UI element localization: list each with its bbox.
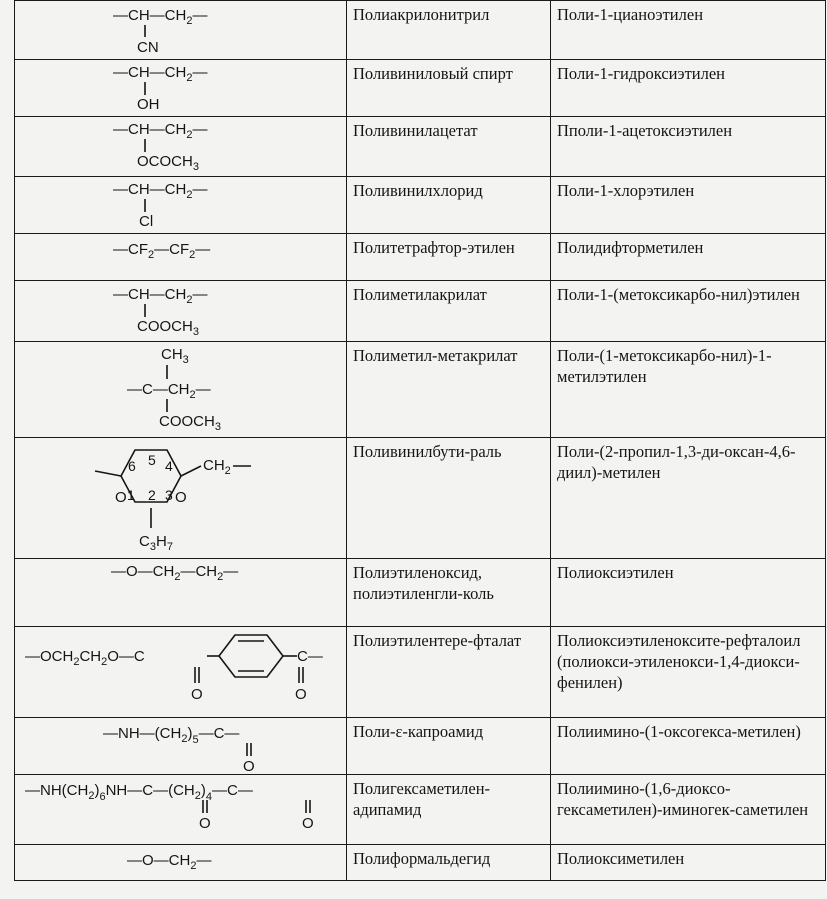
trivial-name: Полиметил-метакрилат [347, 342, 551, 438]
structure-formula [15, 60, 347, 117]
systematic-name: Полидифторметилен [551, 234, 826, 281]
svg-text:Cl: Cl [139, 213, 154, 230]
table-row [15, 438, 826, 559]
svg-text:4: 4 [165, 458, 173, 474]
svg-text:—CH—CH2—: $—CH—CH_2—$ [113, 64, 208, 84]
svg-text:O: O [175, 489, 187, 506]
table-row [15, 234, 826, 281]
systematic-name: Полиоксиэтиленоксите-рефталоил (полиокси-этиленокси-1,4-диокси-фенилен) [551, 627, 826, 718]
systematic-name: Пполи-1-ацетоксиэтилен [551, 117, 826, 177]
trivial-name: Поливинилхлорид [347, 177, 551, 234]
trivial-name: Полиакрилонитрил [347, 1, 551, 60]
structure-formula [15, 775, 347, 845]
structure-formula [15, 342, 347, 438]
svg-text:O: O [199, 815, 211, 832]
svg-text:C3H7: $C_3H_7$ [139, 533, 173, 553]
svg-text:5: 5 [148, 452, 156, 468]
svg-text:—NH—(CH2)5—C—: $—NH—(CH_2)_5—C—$ [103, 725, 240, 746]
svg-text:C—: C— [297, 648, 323, 665]
table-row [15, 845, 826, 881]
svg-text:CN: CN [137, 39, 159, 56]
svg-text:OH: OH [137, 96, 160, 113]
table-row [15, 718, 826, 775]
structure-formula [15, 718, 347, 775]
svg-text:6: 6 [128, 458, 136, 474]
trivial-name: Полиэтиленоксид, полиэтиленгли-коль [347, 559, 551, 627]
systematic-name: Полиимино-(1,6-диоксо-гексаметилен)-иминогек-саметилен [551, 775, 826, 845]
structure-formula [15, 1, 347, 60]
trivial-name: Поливиниловый спирт [347, 60, 551, 117]
svg-text:O: O [115, 489, 127, 506]
svg-text:OCOCH3: $OCOCH_3$ [137, 153, 199, 173]
svg-text:O: O [295, 686, 307, 703]
table-row [15, 177, 826, 234]
trivial-name: Поливинилбути-раль [347, 438, 551, 559]
svg-text:COOCH3: $COOCH_3$ [137, 318, 199, 338]
polymer-table [14, 0, 826, 881]
svg-text:O: O [191, 686, 203, 703]
svg-text:—OCH2CH2O—C: $—OCH_2CH_2O—C$ [25, 648, 145, 668]
trivial-name: Полиформальдегид [347, 845, 551, 881]
svg-text:1: 1 [127, 487, 135, 503]
svg-text:—CF2—CF2—: $—CF_2—CF_2—$ [113, 241, 211, 261]
svg-text:—NH(CH2)6NH—C—(CH2)4—C—: $—NH(CH_2)_6NH—C—(CH_2)_4—C—$ [25, 782, 253, 803]
structure-formula [15, 438, 347, 559]
table-row [15, 1, 826, 60]
trivial-name: Поливинилацетат [347, 117, 551, 177]
svg-text:O: O [243, 758, 255, 774]
structure-formula [15, 845, 347, 881]
systematic-name: Поли-(1-метоксикарбо-нил)-1-метилэтилен [551, 342, 826, 438]
structure-formula [15, 234, 347, 281]
svg-text:COOCH3: $COOCH_3$ [159, 413, 221, 433]
svg-text:—C—CH2—: $—C—CH_2—$ [127, 381, 211, 401]
trivial-name: Политетрафтор-этилен [347, 234, 551, 281]
svg-text:CH3: $CH_3$ [161, 346, 189, 366]
svg-text:—CH—CH2—: $—CH—CH_2—$ [113, 121, 208, 141]
systematic-name: Поли-1-цианоэтилен [551, 1, 826, 60]
trivial-name: Полиметилакрилат [347, 281, 551, 342]
systematic-name: Поли-1-(метоксикарбо-нил)этилен [551, 281, 826, 342]
svg-text:O: O [302, 815, 314, 832]
table-row [15, 281, 826, 342]
trivial-name: Поли-ε-капроамид [347, 718, 551, 775]
structure-formula [15, 559, 347, 627]
trivial-name: Полиэтилентере-фталат [347, 627, 551, 718]
systematic-name: Полиоксиэтилен [551, 559, 826, 627]
trivial-name: Полигексаметилен-адипамид [347, 775, 551, 845]
svg-text:—CH—CH2—: $—CH—CH_2—$ [113, 286, 208, 306]
structure-formula [15, 281, 347, 342]
svg-text:3: 3 [165, 487, 173, 503]
systematic-name: Полиоксиметилен [551, 845, 826, 881]
svg-text:—O—CH2—: $—O—CH_2—$ [127, 852, 212, 872]
structure-formula [15, 177, 347, 234]
systematic-name: Полиимино-(1-оксогекса-метилен) [551, 718, 826, 775]
table-row [15, 342, 826, 438]
svg-text:—CH—CH2—: $—CH—CH_2—$ [113, 7, 208, 27]
table-row [15, 775, 826, 845]
systematic-name: Поли-(2-пропил-1,3-ди-оксан-4,6-диил)-метилен [551, 438, 826, 559]
table-row [15, 559, 826, 627]
table-row [15, 627, 826, 718]
svg-text:2: 2 [148, 487, 156, 503]
table-row [15, 117, 826, 177]
svg-text:—O—CH2—CH2—: $—O—CH_2—CH_2—$ [111, 563, 239, 583]
systematic-name: Поли-1-хлорэтилен [551, 177, 826, 234]
structure-formula [15, 627, 347, 718]
table-row [15, 60, 826, 117]
dioxane-ring-structure [15, 438, 346, 558]
svg-text:CH2: $CH_2$ [203, 457, 231, 477]
structure-formula [15, 117, 347, 177]
systematic-name: Поли-1-гидроксиэтилен [551, 60, 826, 117]
svg-text:—CH—CH2—: $—CH—CH_2—$ [113, 181, 208, 201]
